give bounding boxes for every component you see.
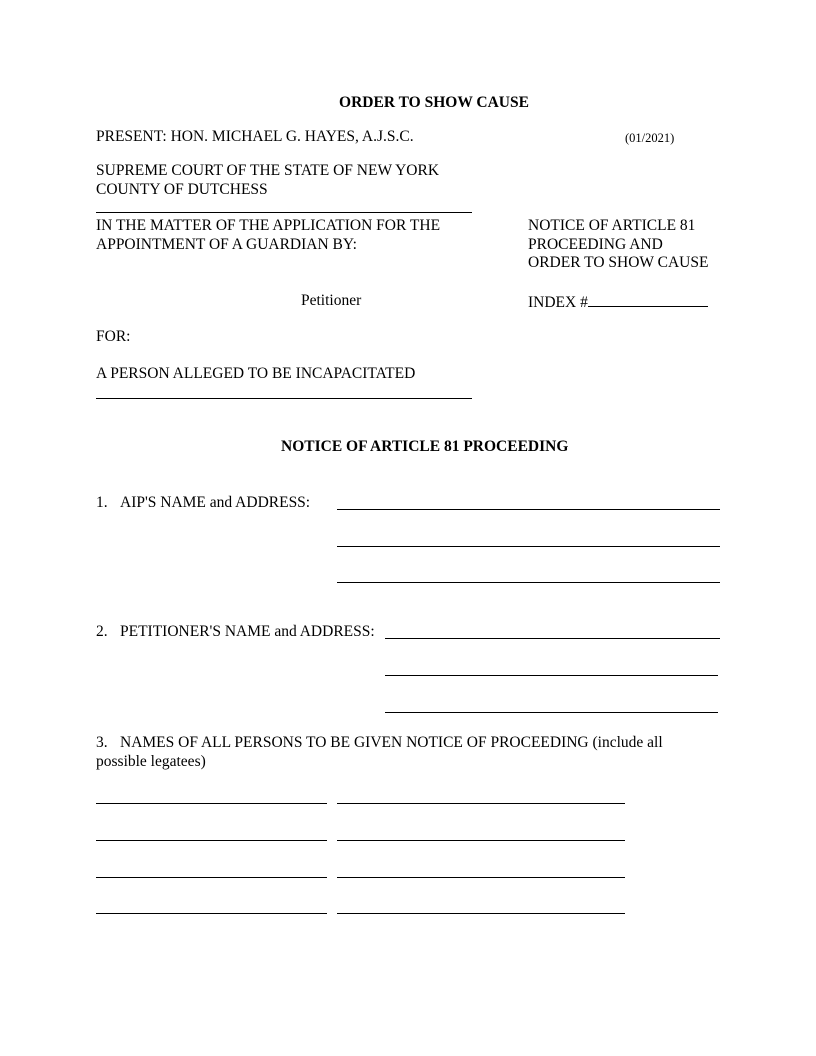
person-name-line-1[interactable] bbox=[96, 803, 327, 804]
person-address-line-2[interactable] bbox=[337, 840, 625, 841]
matter-line-1: IN THE MATTER OF THE APPLICATION FOR THE bbox=[96, 217, 441, 234]
item-1-number: 1. bbox=[96, 494, 108, 511]
aip-address-line-2[interactable] bbox=[337, 546, 720, 547]
item-3-label-line-1: NAMES OF ALL PERSONS TO BE GIVEN NOTICE OF PROCEEDING (include all bbox=[120, 734, 663, 751]
person-name-line-4[interactable] bbox=[96, 913, 327, 914]
index-number-field[interactable] bbox=[588, 291, 708, 307]
doc-type-line-2: PROCEEDING AND bbox=[528, 236, 663, 253]
person-name-line-2[interactable] bbox=[96, 840, 327, 841]
caption-bottom-rule bbox=[96, 398, 472, 399]
caption-top-rule bbox=[96, 212, 472, 213]
notice-heading: NOTICE OF ARTICLE 81 PROCEEDING bbox=[281, 438, 569, 455]
index-number bbox=[528, 291, 708, 312]
item-1-label: AIP'S NAME and ADDRESS: bbox=[120, 494, 311, 511]
doc-type-line-3: ORDER TO SHOW CAUSE bbox=[528, 254, 709, 271]
doc-type-line-1: NOTICE OF ARTICLE 81 bbox=[528, 217, 696, 234]
court-county: COUNTY OF DUTCHESS bbox=[96, 181, 268, 198]
person-address-line-3[interactable] bbox=[337, 877, 625, 878]
form-revision: (01/2021) bbox=[625, 131, 675, 145]
petitioner-label: Petitioner bbox=[301, 292, 362, 309]
item-3-number: 3. bbox=[96, 734, 108, 751]
matter-line-2: APPOINTMENT OF A GUARDIAN BY: bbox=[96, 236, 357, 253]
item-3-label-line-2: possible legatees) bbox=[96, 753, 206, 770]
for-label: FOR: bbox=[96, 328, 131, 345]
present-judge: PRESENT: HON. MICHAEL G. HAYES, A.J.S.C. bbox=[96, 128, 414, 145]
item-2-label: PETITIONER'S NAME and ADDRESS: bbox=[120, 623, 375, 640]
person-address-line-1[interactable] bbox=[337, 803, 625, 804]
page-title: ORDER TO SHOW CAUSE bbox=[339, 94, 529, 111]
person-address-line-4[interactable] bbox=[337, 913, 625, 914]
petitioner-address-line-2[interactable] bbox=[385, 675, 718, 676]
petitioner-address-line-3[interactable] bbox=[385, 712, 718, 713]
court-name: SUPREME COURT OF THE STATE OF NEW YORK bbox=[96, 162, 440, 179]
index-label: INDEX # bbox=[528, 294, 588, 311]
aip-address-line-1[interactable] bbox=[337, 509, 720, 510]
aip-caption-label: A PERSON ALLEGED TO BE INCAPACITATED bbox=[96, 365, 416, 382]
petitioner-address-line-1[interactable] bbox=[385, 638, 720, 639]
item-2-number: 2. bbox=[96, 623, 108, 640]
person-name-line-3[interactable] bbox=[96, 877, 327, 878]
aip-address-line-3[interactable] bbox=[337, 582, 720, 583]
